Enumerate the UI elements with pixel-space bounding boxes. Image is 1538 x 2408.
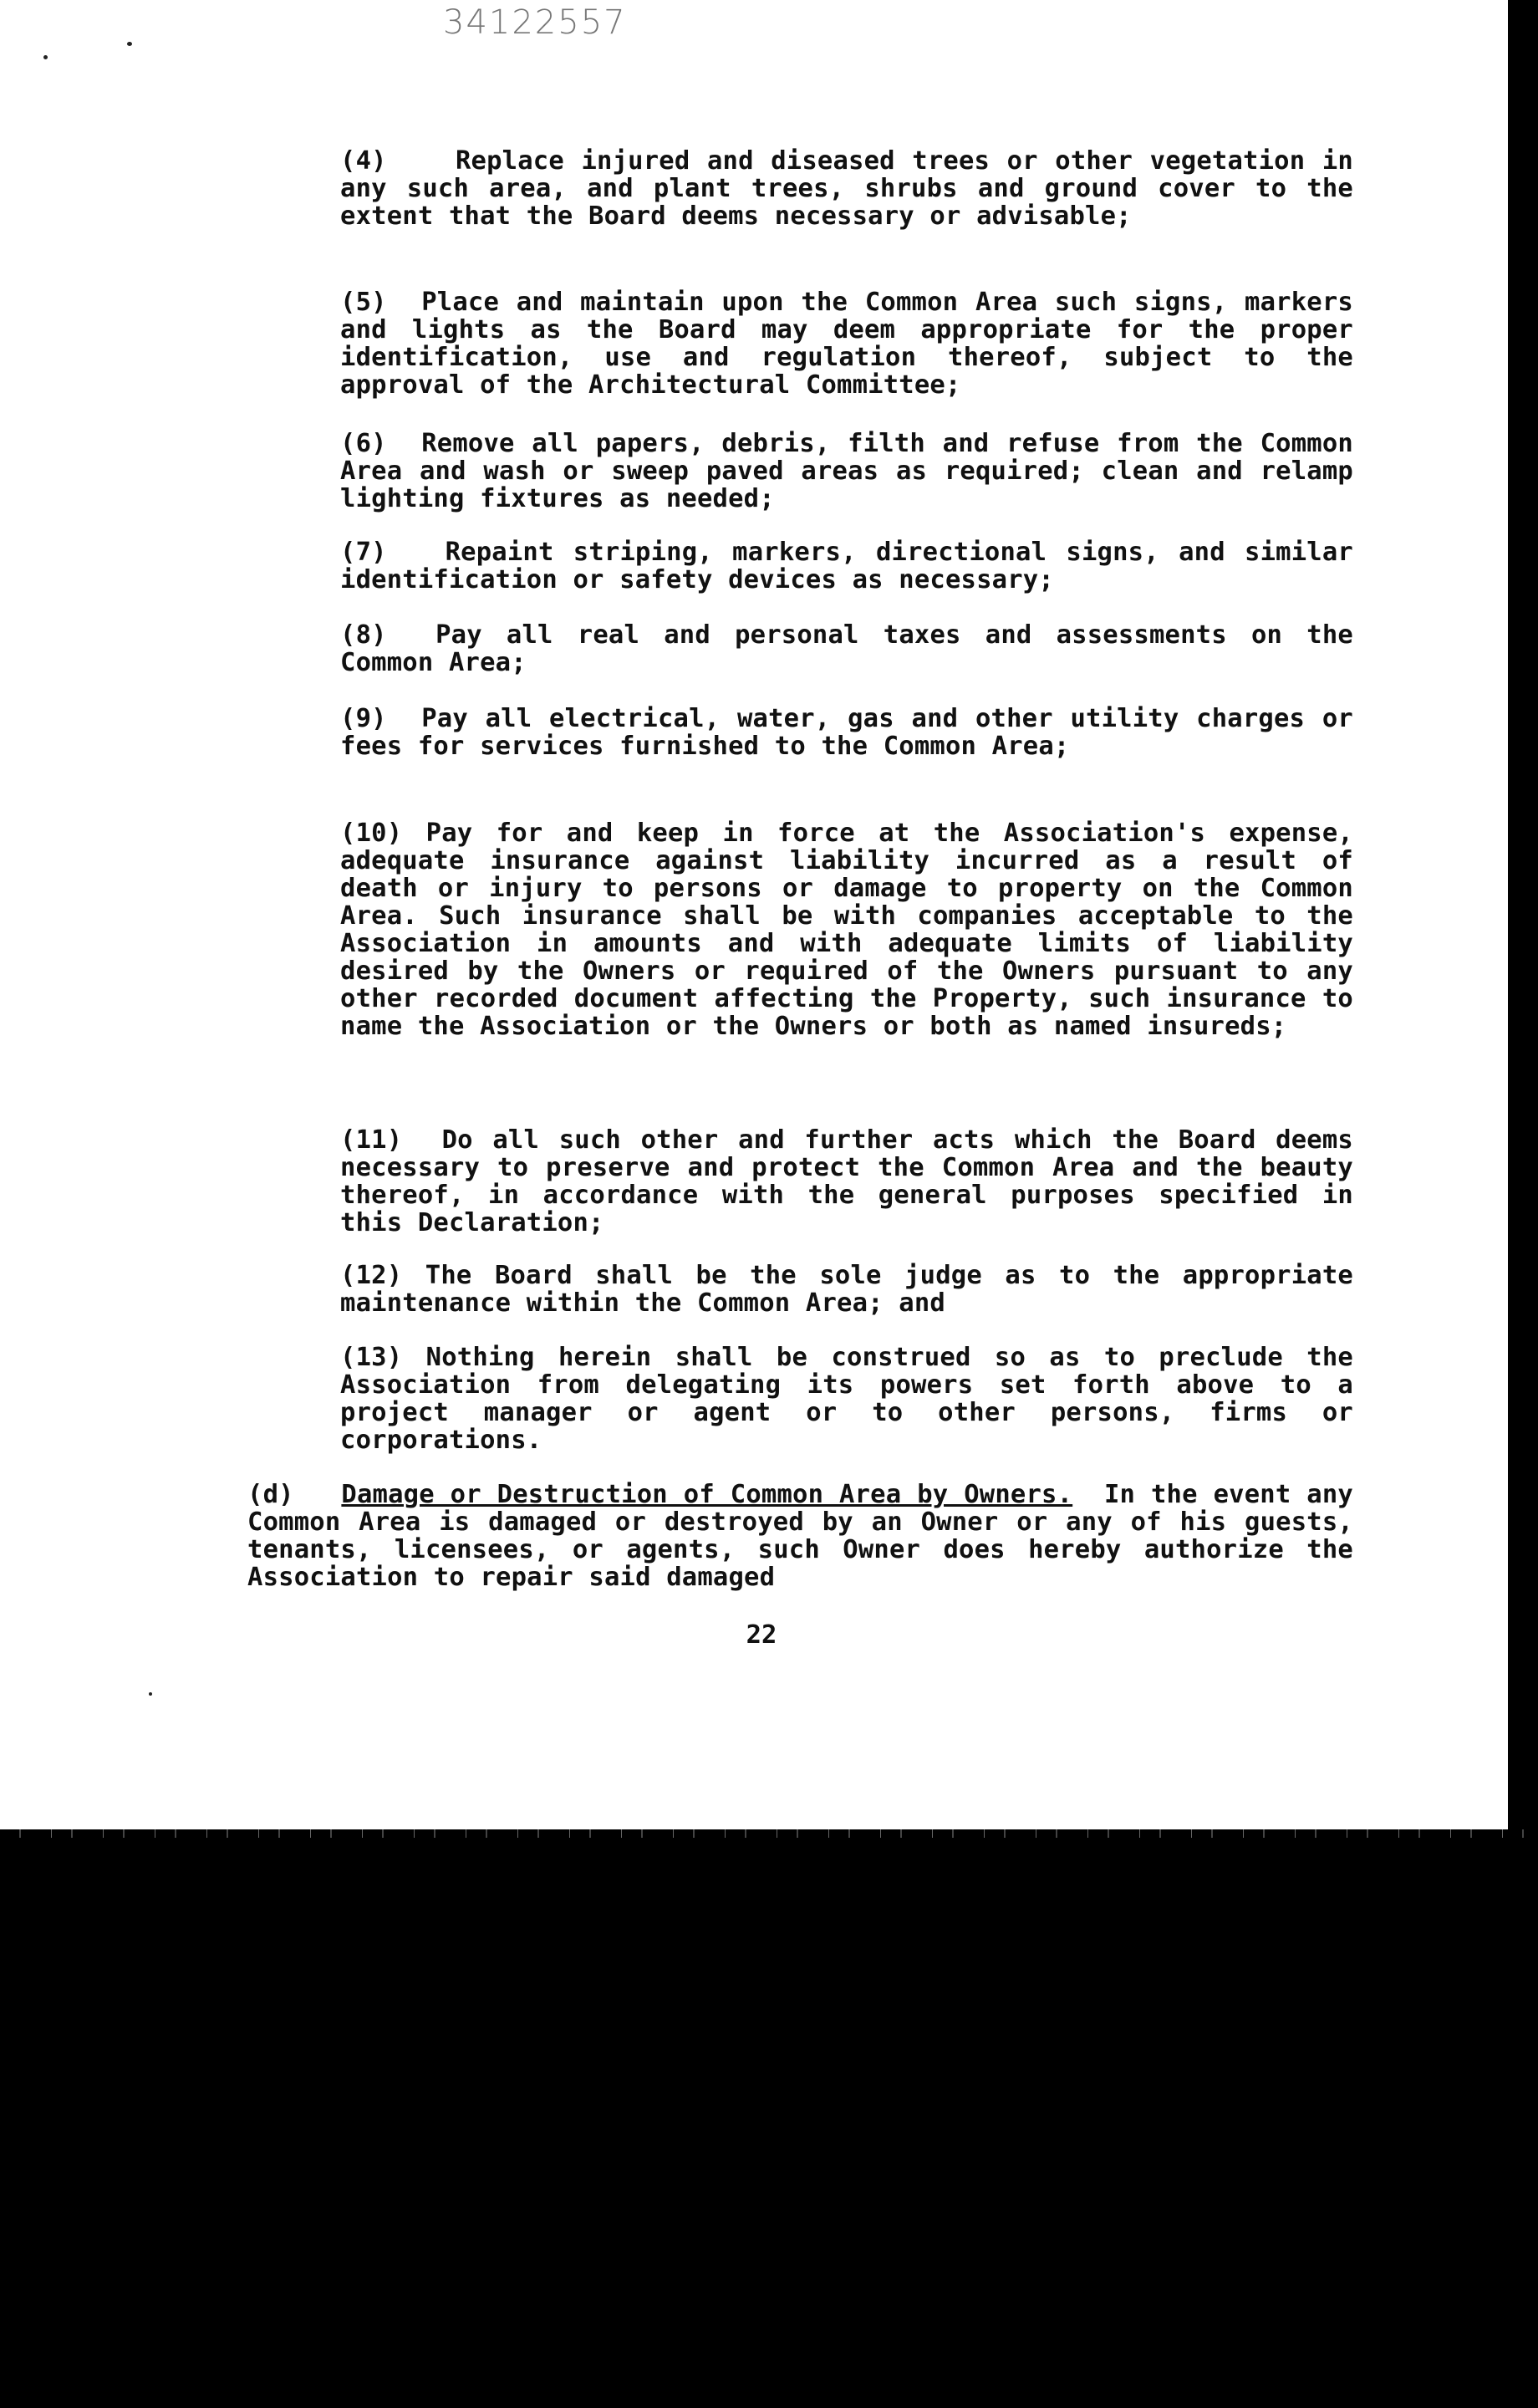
item-number: (12) xyxy=(340,1261,403,1290)
list-item-8 xyxy=(340,621,1353,676)
item-text: The Board shall be the sole judge as to the appropriate maintenance within the Common Area; and xyxy=(340,1261,1353,1318)
section-d-heading: Damage or Destruction of Common Area by Owners. xyxy=(341,1480,1073,1509)
list-item-13 xyxy=(340,1344,1353,1454)
list-item-11 xyxy=(340,1126,1353,1237)
scan-speck xyxy=(149,1692,152,1696)
item-number: (5) xyxy=(340,288,387,317)
item-text: Pay all electrical, water, gas and other utility charges or fees for services furnished to the Common Area; xyxy=(340,704,1353,761)
scan-edge xyxy=(1508,0,1523,1831)
item-number: (11) xyxy=(340,1125,403,1155)
list-item-6 xyxy=(340,430,1353,513)
item-number: (8) xyxy=(340,620,387,650)
item-text: Pay for and keep in force at the Association's expense, adequate insurance against liability incurred as a result of death or injury to persons or damage to property on the Common Area. Such insurance shall be with companies acceptable to the Association in amounts and with adequate limits of liability desired by the Owners or required of the Owners pursuant to any other recorded document affecting the Property, such insurance to name the Association or the Owners or both as named insureds; xyxy=(340,819,1353,1041)
list-item-5 xyxy=(340,288,1353,399)
list-item-9 xyxy=(340,705,1353,760)
item-number: (7) xyxy=(340,538,387,567)
section-d-label: (d) xyxy=(247,1480,294,1509)
item-number: (13) xyxy=(340,1343,403,1372)
item-number: (6) xyxy=(340,429,387,458)
document-stamp: 34122557 xyxy=(443,3,627,42)
item-text: Place and maintain upon the Common Area such signs, markers and lights as the Board may deem appropriate for the proper identification, use and regulation thereof, subject to the approval of the Architectural Committee; xyxy=(340,288,1353,400)
list-item-10 xyxy=(340,819,1353,1040)
scan-noise-band xyxy=(0,1829,1538,1838)
item-text: Repaint striping, markers, directional signs, and similar identification or safety devices as necessary; xyxy=(340,538,1353,594)
item-text: Pay all real and personal taxes and assessments on the Common Area; xyxy=(340,620,1353,677)
page-number: 22 xyxy=(746,1620,777,1650)
scan-speck xyxy=(43,55,48,59)
item-number: (4) xyxy=(340,146,387,176)
item-number: (10) xyxy=(340,819,403,848)
section-d-text: In the event any Common Area is damaged or destroyed by an Owner or any of his guests, tenants, licensees, or agents, such Owner does hereby authorize the Association to repair said damaged xyxy=(247,1480,1353,1592)
scan-speck xyxy=(127,42,132,46)
section-d-paragraph xyxy=(247,1481,1353,1591)
list-item-4 xyxy=(340,147,1353,230)
item-text: Remove all papers, debris, filth and refuse from the Common Area and wash or sweep paved areas as required; clean and relamp lighting fixtures as needed; xyxy=(340,429,1353,513)
item-text: Replace injured and diseased trees or other vegetation in any such area, and plant trees, shrubs and ground cover to the extent that the Board deems necessary or advisable; xyxy=(340,146,1353,231)
item-text: Nothing herein shall be construed so as to preclude the Association from delegating its powers set forth above to a project manager or agent or to other persons, firms or corporations. xyxy=(340,1343,1353,1455)
list-item-7 xyxy=(340,538,1353,594)
item-text: Do all such other and further acts which the Board deems necessary to preserve and protect the Common Area and the beauty thereof, in accordance with the general purposes specified in this Declaration; xyxy=(340,1125,1353,1237)
list-item-12 xyxy=(340,1262,1353,1317)
item-number: (9) xyxy=(340,704,387,733)
